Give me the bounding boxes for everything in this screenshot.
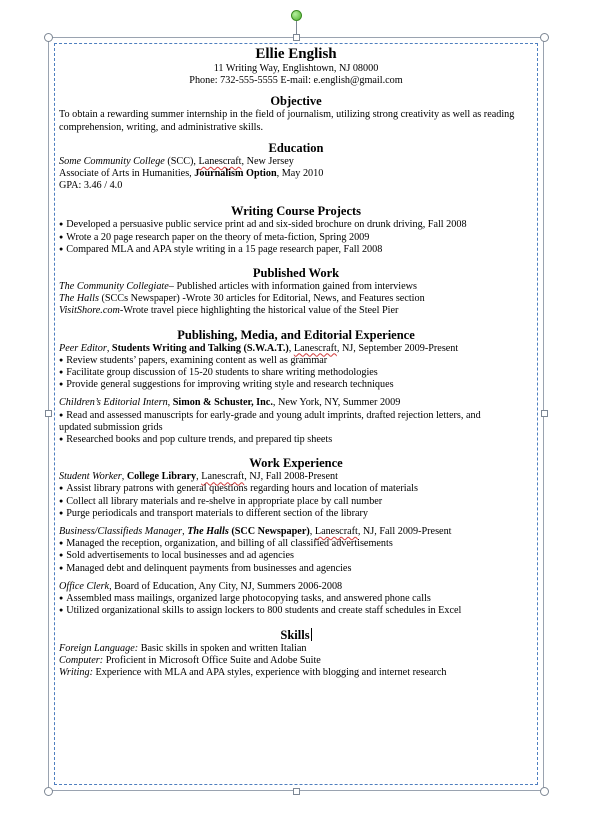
skill-item: Computer: Proficient in Microsoft Office Suite and Adobe Suite [59, 654, 321, 666]
published-item: VisitShore.com-Wrote travel piece highlighting the historical value of the Steel Pier [59, 305, 399, 317]
resize-handle-left[interactable] [45, 410, 52, 417]
job-title-line: Office Clerk, Board of Education, Any City, NJ, Summers 2006-2008 [59, 580, 343, 592]
resume-name: Ellie English [255, 46, 337, 62]
list-item: ● Provide general suggestions for improving writing style and research techniques [59, 379, 533, 391]
education-heading: Education [268, 140, 324, 155]
education-school-line: Some Community College (SCC), Lanescraft, New Jersey [59, 155, 294, 167]
job-title-line: Business/Classifieds Manager, The Halls (SCC Newspaper), Lanescraft, NJ, Fall 2009-Present [59, 526, 452, 538]
resize-handle-bottom-left[interactable] [44, 787, 53, 796]
list-item: ● Review students’ papers, examining content as well as grammar [59, 355, 533, 367]
list-item: ● Compared MLA and APA style writing in a 15 page research paper, Fall 2008 [59, 244, 533, 256]
text-cursor [311, 628, 312, 641]
resize-handle-top[interactable] [293, 34, 300, 41]
job-title-line: Children’s Editorial Intern, Simon & Schuster, Inc., New York, NY, Summer 2009 [59, 397, 401, 409]
writing-projects-heading: Writing Course Projects [230, 204, 362, 219]
list-item: ● Developed a persuasive public service print ad and six-sided brochure on drunk driving, Fall 2008 [59, 219, 533, 231]
published-work-heading: Published Work [252, 266, 340, 281]
resume-document[interactable] [59, 46, 533, 679]
publishing-heading: Publishing, Media, and Editorial Experience [177, 327, 415, 342]
list-item: ● Wrote a 20 page research paper on the theory of meta-fiction, Spring 2009 [59, 232, 533, 244]
resize-handle-bottom-right[interactable] [540, 787, 549, 796]
address-line: 11 Writing Way, Englishtown, NJ 08000 [213, 63, 379, 74]
work-experience-heading: Work Experience [249, 456, 343, 471]
objective-text: To obtain a rewarding summer internship in the field of journalism, utilizing strong creativity as well as reading comprehension, writing, and administrative skills. [59, 109, 515, 133]
list-item: ● Purge periodicals and transport materials to different section of the library [59, 508, 533, 520]
resize-handle-top-right[interactable] [540, 33, 549, 42]
contact-line: Phone: 732-555-5555 E-mail: e.english@gmail.com [189, 75, 403, 87]
resize-handle-bottom[interactable] [293, 788, 300, 795]
objective-heading: Objective [270, 94, 322, 109]
skills-heading: Skills [280, 627, 310, 642]
list-item: ● Facilitate group discussion of 15-20 students to share writing methodologies [59, 367, 533, 379]
education-gpa: GPA: 3.46 / 4.0 [59, 180, 123, 192]
list-item: ● Collect all library materials and re-shelve in appropriate place by call number [59, 496, 533, 508]
list-item-continuation: updated submission grids [59, 421, 163, 433]
published-item: The Halls (SCCs Newspaper) -Wrote 30 articles for Editorial, News, and Features section [59, 293, 425, 305]
job-title-line: Peer Editor, Students Writing and Talking (S.W.A.T.), Lanescraft, NJ, September 2009-Present [59, 342, 459, 354]
resize-handle-right[interactable] [541, 410, 548, 417]
list-item: ● Assembled mass mailings, organized large photocopying tasks, and answered phone calls [59, 593, 533, 605]
list-item: ● Researched books and pop culture trends, and prepared tip sheets [59, 434, 533, 446]
resize-handle-top-left[interactable] [44, 33, 53, 42]
skill-item: Foreign Language: Basic skills in spoken and written Italian [59, 642, 307, 654]
list-item: ● Utilized organizational skills to assign lockers to 800 students and create staff schedules in Excel [59, 605, 533, 617]
rotate-handle-icon[interactable] [291, 10, 302, 21]
skill-item: Writing: Experience with MLA and APA styles, experience with blogging and internet research [59, 666, 447, 678]
list-item: ● Sold advertisements to local businesses and ad agencies [59, 550, 533, 562]
education-degree-line: Associate of Arts in Humanities, Journalism Option, May 2010 [59, 168, 324, 180]
job-title-line: Student Worker, College Library, Lanescraft, NJ, Fall 2008-Present [59, 471, 338, 483]
list-item: ● Managed the reception, organization, and billing of all classified advertisements [59, 538, 533, 550]
published-item: The Community Collegiate– Published articles with information gained from interviews [59, 281, 417, 293]
list-item: ● Assist library patrons with general questions regarding hours and location of materials [59, 483, 533, 495]
list-item: ● Managed debt and delinquent payments from businesses and agencies [59, 563, 533, 575]
list-item: ● Read and assessed manuscripts for early-grade and young adult imprints, drafted rejection letters, and [59, 410, 533, 422]
